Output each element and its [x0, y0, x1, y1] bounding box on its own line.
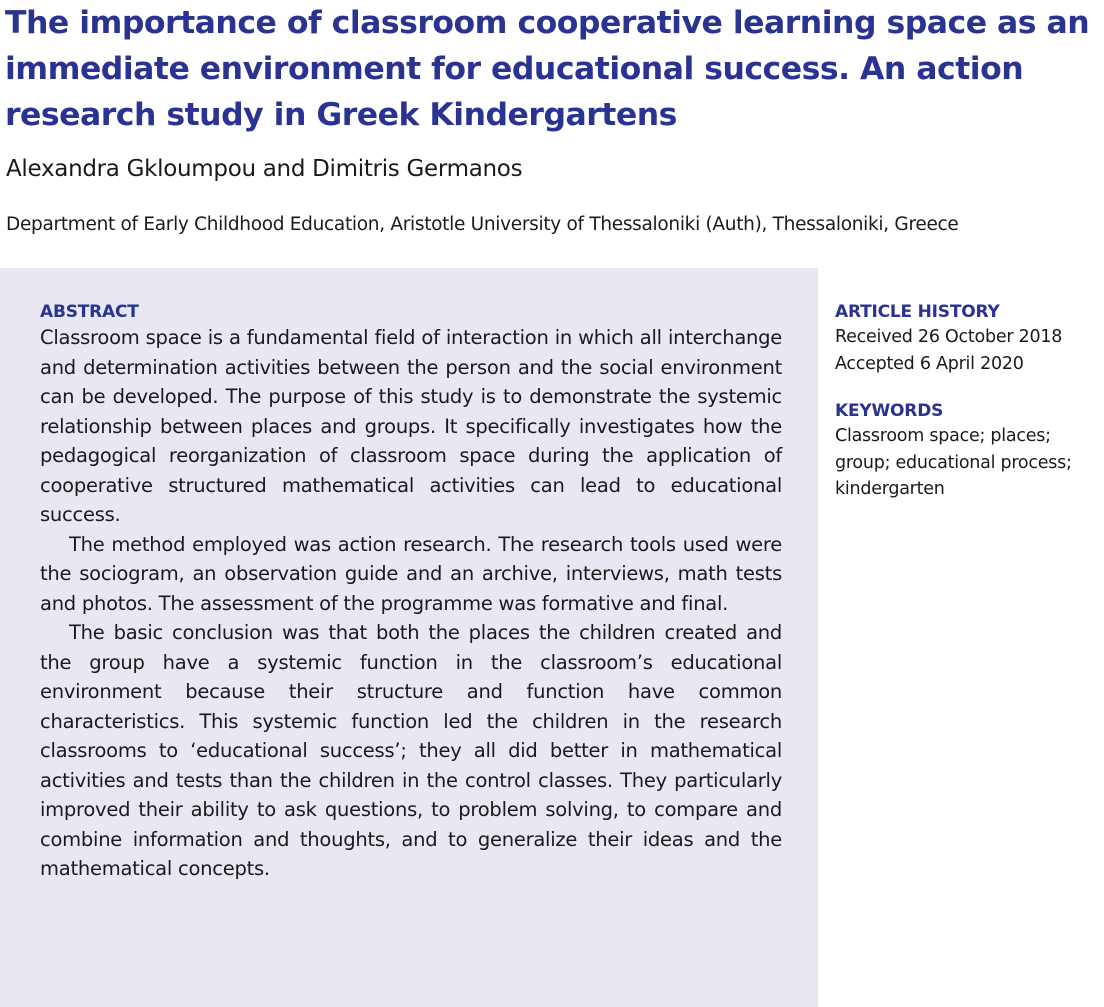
keywords-heading: KEYWORDS [835, 401, 944, 421]
abstract-box [0, 268, 818, 1007]
author-line: Alexandra Gkloumpou and Dimitris Germanos [6, 156, 523, 182]
article-sidebar [835, 300, 1103, 503]
abstract-paragraph-3: The basic conclusion was that both the places the children created and the group have a systemic function in the classroom’s educational environment because their structure and function have common characteristics. This systemic function led the children in the research classrooms to ‘educational success’; they all did better in mathematical activities and tests than the children in the control classes. They particularly improved their ability to ask questions, to problem solving, to compare and combine information and thoughts, and to generalize their ideas and the mathematical concepts. [40, 621, 782, 880]
abstract-content [40, 301, 782, 884]
article-history-heading: ARTICLE HISTORY [835, 302, 1000, 322]
article-history-section [835, 300, 1103, 377]
affiliation-line: Department of Early Childhood Education, Aristotle University of Thessaloniki (Auth), Thessaloniki, Greece [6, 214, 959, 235]
abstract-heading: ABSTRACT [40, 302, 139, 322]
keywords-section [835, 399, 1103, 503]
paper-title: The importance of classroom cooperative learning space as an immediate environment for educational success. An action research study in Greek Kindergartens [5, 5, 1090, 133]
abstract-paragraph-1: Classroom space is a fundamental field of interaction in which all interchange and determination activities between the person and the social environment can be developed. The purpose of this study is to demonstrate the systemic relationship between places and groups. It specifically investigates how the pedagogical reorganization of classroom space during the application of cooperative structured mathematical activities can lead to educational success. [40, 326, 782, 526]
abstract-paragraph-2: The method employed was action research. The research tools used were the sociogram, an observation guide and an archive, interviews, math tests and photos. The assessment of the programme was formative and final. [40, 532, 782, 615]
received-date: Received 26 October 2018 [835, 327, 1063, 347]
keywords-list: Classroom space; places; group; educational process; kindergarten [835, 426, 1072, 499]
accepted-date: Accepted 6 April 2020 [835, 353, 1024, 374]
